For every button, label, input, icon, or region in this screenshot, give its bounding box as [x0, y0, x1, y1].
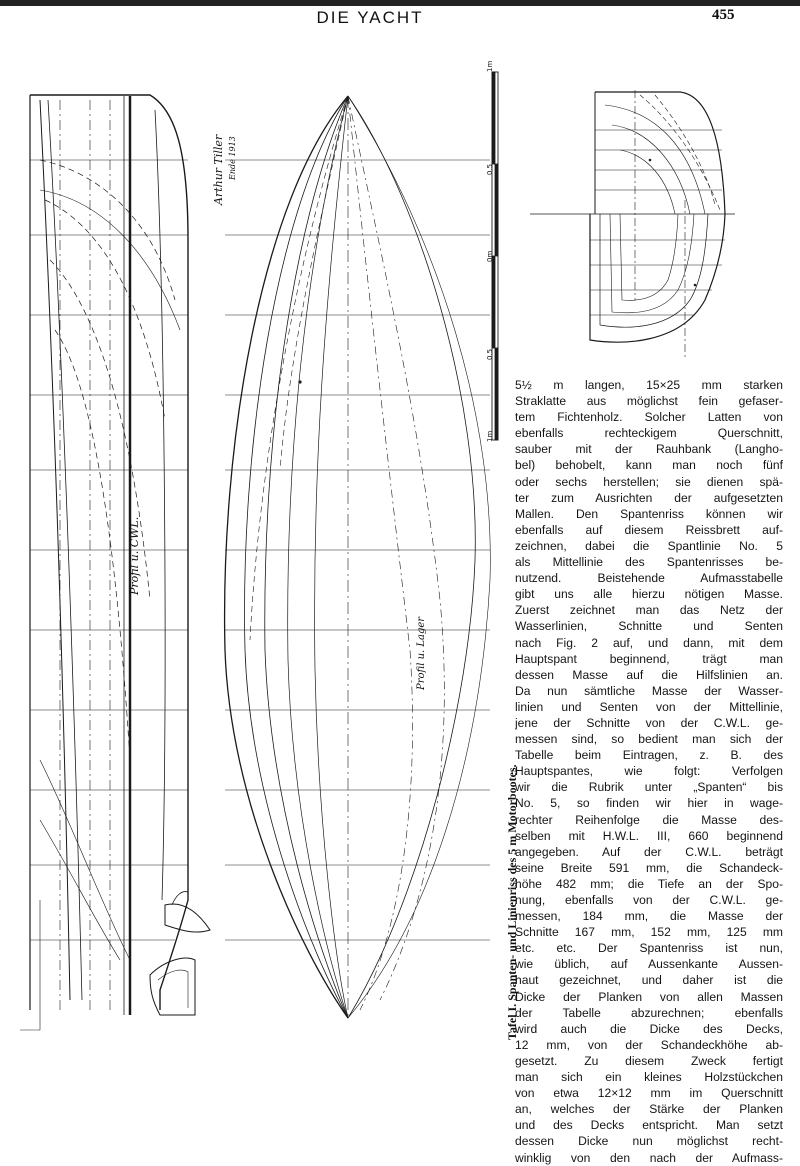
text-line: an, welches der Stärke der Planken: [515, 1102, 783, 1117]
signature-date: Ende 1913: [228, 136, 237, 180]
text-line: Hauptspant beginnend, trägt man: [515, 651, 783, 666]
text-line: Zuerst zeichnet man das Netz der: [515, 603, 783, 618]
text-line: gesetzt. Zu diesem Zweck fertigt: [515, 1053, 783, 1068]
text-line: nutzend. Beistehende Aufmasstabelle: [515, 571, 783, 586]
plan-label: Profil u. Lager: [416, 616, 427, 690]
text-line: angegeben. Auf der C.W.L. beträgt: [515, 844, 783, 859]
text-line: No. 5, so finden wir hier in wage-: [515, 796, 783, 811]
text-line: messen sind, so bedient man sich der: [515, 732, 783, 747]
text-line: linien und Senten von der Mittellinie,: [515, 699, 783, 714]
text-line: nach Fig. 2 auf, und dann, mit dem: [515, 635, 783, 650]
text-line: seine Breite 591 mm, die Schandeck-: [515, 860, 783, 875]
text-line: 12 mm, von der Schandeckhöhe ab-: [515, 1037, 783, 1052]
text-line: und des Decks entspricht. Man setzt: [515, 1118, 783, 1133]
text-line: oder sechs herstellen; sie dienen spä-: [515, 474, 783, 489]
text-line: Da nun sämtliche Masse der Wasser-: [515, 683, 783, 698]
text-line: Wasserlinien, Schnitte und Senten: [515, 619, 783, 634]
text-line: wie üblich, auf Aussenkante Aussen-: [515, 957, 783, 972]
text-line: Schnitte 167 mm, 152 mm, 125 mm: [515, 925, 783, 940]
text-line: gibt uns alle hierzu nötigen Masse.: [515, 587, 783, 602]
half-breadth-view: [225, 96, 491, 1018]
text-line: wird auch die Dicke des Decks,: [515, 1021, 783, 1036]
text-line: von etwa 12×12 mm im Querschnitt: [515, 1086, 783, 1101]
scale-label-bottom: 1m: [486, 430, 494, 442]
scale-label-mid: 0m: [486, 250, 494, 262]
running-header: DIE YACHT: [316, 8, 424, 27]
figure-caption: Tafel I. Spanten- und Linienriss des 5 m Motorbootes.: [505, 764, 519, 1040]
text-line: bel) behobelt, kann man noch fünf: [515, 458, 783, 473]
text-line: Mallen. Den Spantenriss können wir: [515, 506, 783, 521]
text-line: dessen Masse auf die Hilfslinien an.: [515, 667, 783, 682]
text-line: Hauptspantes, wie folgt: Verfolgen: [515, 764, 783, 779]
profile-view: [20, 95, 210, 1030]
text-line: selben mit H.W.L. III, 660 beginnend: [515, 828, 783, 843]
text-line: der Tabelle abzurechnen; ebenfalls: [515, 1005, 783, 1020]
text-line: tem Fichtenholz. Solcher Latten von: [515, 410, 783, 425]
body-plan-view: [530, 90, 735, 360]
text-line: Dicke der Planken von allen Massen: [515, 989, 783, 1004]
scale-label-q1: 0.5: [486, 163, 494, 175]
signature: [212, 135, 225, 205]
text-line: man sich ein kleines Holzstückchen: [515, 1070, 783, 1085]
text-line: haut gezeichnet, und daher ist die: [515, 973, 783, 988]
profile-label: Profil u. CWL.: [128, 516, 141, 595]
text-line: rechter Reihenfolge die Masse des-: [515, 812, 783, 827]
text-line: Straklatte aus möglichst fein gefaser-: [515, 394, 783, 409]
text-line: wir die Rubrik unter „Spanten“ bis: [515, 780, 783, 795]
body-text-column: [515, 377, 783, 1166]
scale-label-q3: 0.5: [486, 348, 494, 360]
text-line: ebenfalls auf diesem Reissbrett auf-: [515, 522, 783, 537]
text-line: dessen Dicke nun möglichst recht-: [515, 1134, 783, 1149]
signature-name: Arthur Tiller: [212, 134, 225, 205]
page-number: 455: [712, 7, 735, 23]
text-line: sauber mit der Rauhbank (Langho-: [515, 442, 783, 457]
text-line: messen, 184 mm, die Masse der: [515, 909, 783, 924]
text-line: Tabelle beim Eintragen, z. B. des: [515, 748, 783, 763]
text-line: zeichnen, dabei die Spantlinie No. 5: [515, 538, 783, 553]
text-line: winklig von den nach der Aufmass-: [515, 1150, 783, 1165]
text-line: als Mittellinie des Spantenrisses be-: [515, 555, 783, 570]
text-line: jene der Schnitte von der C.W.L. ge-: [515, 715, 783, 730]
text-line: höhe 482 mm; die Tiefe an der Spo-: [515, 876, 783, 891]
text-line: ebenfalls rechteckigem Querschnitt,: [515, 426, 783, 441]
text-line: 5½ m langen, 15×25 mm starken: [515, 378, 783, 392]
text-line: nung, ebenfalls von der C.W.L. ge-: [515, 893, 783, 907]
scale-label-top: 1m: [486, 60, 494, 72]
text-line: etc. etc. Der Spantenriss ist nun,: [515, 941, 783, 956]
text-line: ter zum Ausrichten der aufgesetzten: [515, 490, 783, 505]
